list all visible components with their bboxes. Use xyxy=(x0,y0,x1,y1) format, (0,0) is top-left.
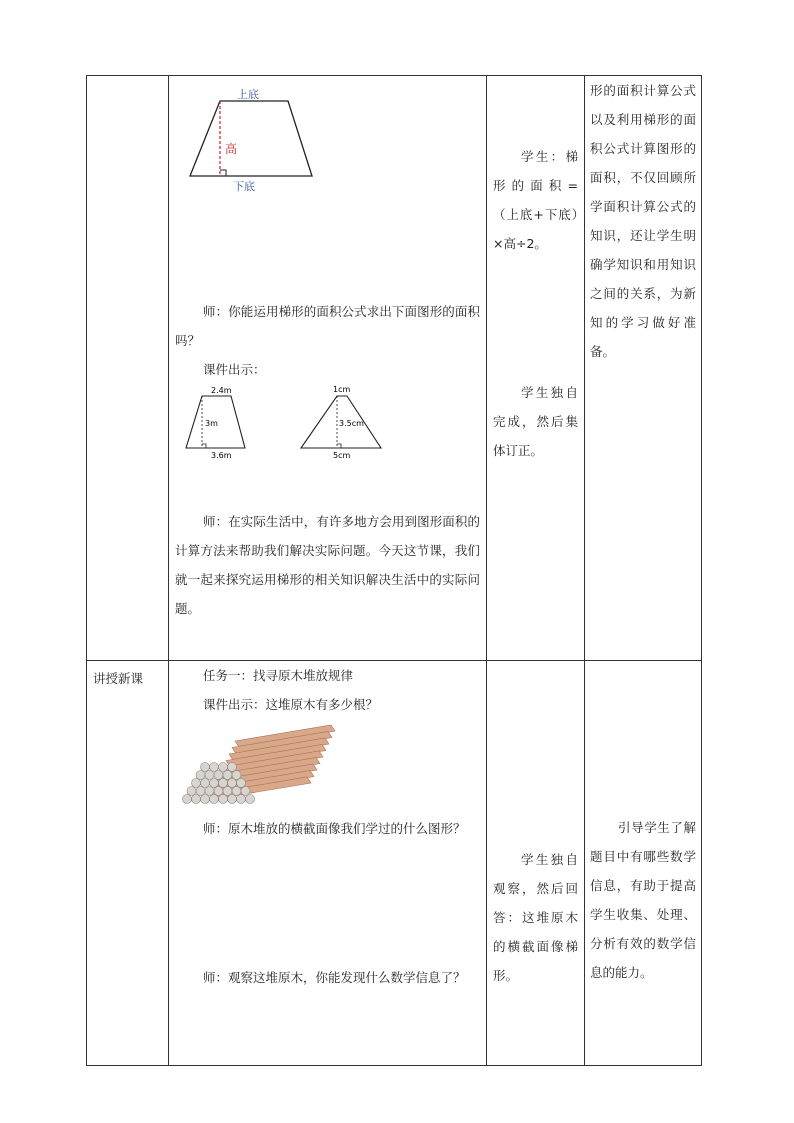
log-end xyxy=(214,771,223,780)
log-end xyxy=(196,787,205,796)
teacher-intro: 师：在实际生活中，有许多地方会用到图形面积的计算方法来帮助我们解决实际问题。今天这节课，我们就一起来探究运用梯形的相关知识解决生活中的实际问题。 xyxy=(175,514,480,616)
log-end xyxy=(192,795,201,804)
log-end xyxy=(223,771,232,780)
log-end xyxy=(228,763,237,772)
courseware-label: 课件出示： xyxy=(203,362,266,377)
log-end xyxy=(219,779,228,788)
lesson-table xyxy=(86,75,702,1066)
log-end xyxy=(210,795,219,804)
teacher-question-shape: 师：原木堆放的横截面像我们学过的什么图形？ xyxy=(203,821,466,836)
log-end xyxy=(228,795,237,804)
student-practice-note: 学生独自完成，然后集体订正。 xyxy=(493,385,578,458)
teacher-activity-cell xyxy=(169,661,487,1066)
log-end xyxy=(201,763,210,772)
fig3-height-label: 3.5cm xyxy=(339,419,364,428)
trapezoid-figure-formula xyxy=(175,76,475,200)
log-pile-image xyxy=(175,719,475,811)
fig3-top-label: 1cm xyxy=(333,385,351,394)
design-intent-cell xyxy=(585,661,702,1066)
stage-label xyxy=(87,76,169,661)
student-activity-cell xyxy=(487,76,585,661)
log-end xyxy=(228,779,237,788)
label-height: 高 xyxy=(225,142,238,156)
log-end xyxy=(210,763,219,772)
log-end xyxy=(241,787,250,796)
table-row xyxy=(87,76,702,661)
label-top-base: 上底 xyxy=(237,88,259,101)
label-bottom-base: 下底 xyxy=(233,180,255,193)
fig2-bottom-label: 3.6m xyxy=(211,451,232,460)
log-end xyxy=(187,787,196,796)
log-end xyxy=(219,795,228,804)
log-end xyxy=(237,795,246,804)
log-end xyxy=(237,779,246,788)
log-end xyxy=(210,779,219,788)
fig3-bottom-label: 5cm xyxy=(333,451,351,460)
task-title: 任务一：找寻原木堆放规律 xyxy=(203,668,354,683)
student-answer-formula: 学生：梯形的面积=（上底+下底）×高÷2。 xyxy=(493,149,578,251)
courseware-question: 课件出示：这堆原木有多少根？ xyxy=(203,697,379,712)
log-end xyxy=(223,787,232,796)
log-end xyxy=(214,787,223,796)
log-end xyxy=(246,795,255,804)
log-end xyxy=(219,763,228,772)
teacher-question-1: 师：你能运用梯形的面积公式求出下面图形的面积吗？ xyxy=(175,304,480,348)
design-intent-text: 引导学生了解题目中有哪些数学信息，有助于提高学生收集、处理、分析有效的数学信息的能力。 xyxy=(590,820,696,980)
design-intent-text: 形的面积计算公式以及利用梯形的面积公式计算图形的面积，不仅回顾所学面积计算公式的知识，还让学生明确学知识和用知识之间的关系，为新知的学习做好准备。 xyxy=(590,83,696,359)
log-end xyxy=(192,779,201,788)
teacher-activity-cell xyxy=(169,76,487,661)
log-end xyxy=(232,771,241,780)
student-observation-answer: 学生独自观察，然后回答：这堆原木的横截面像梯形。 xyxy=(493,852,578,983)
log-end xyxy=(196,771,205,780)
log-end xyxy=(205,787,214,796)
table-row xyxy=(87,661,702,1066)
log-end xyxy=(232,787,241,796)
log-end xyxy=(205,771,214,780)
stage-label: 讲授新课 xyxy=(87,661,169,1066)
fig2-top-label: 2.4m xyxy=(211,386,232,395)
teacher-question-info: 师：观察这堆原木，你能发现什么数学信息了？ xyxy=(203,970,466,985)
trapezoid-exercise-figures xyxy=(175,384,475,464)
log-end xyxy=(201,795,210,804)
design-intent-cell xyxy=(585,76,702,661)
log-end xyxy=(201,779,210,788)
student-activity-cell xyxy=(487,661,585,1066)
log-end xyxy=(183,795,192,804)
fig2-height-label: 3m xyxy=(205,419,218,428)
